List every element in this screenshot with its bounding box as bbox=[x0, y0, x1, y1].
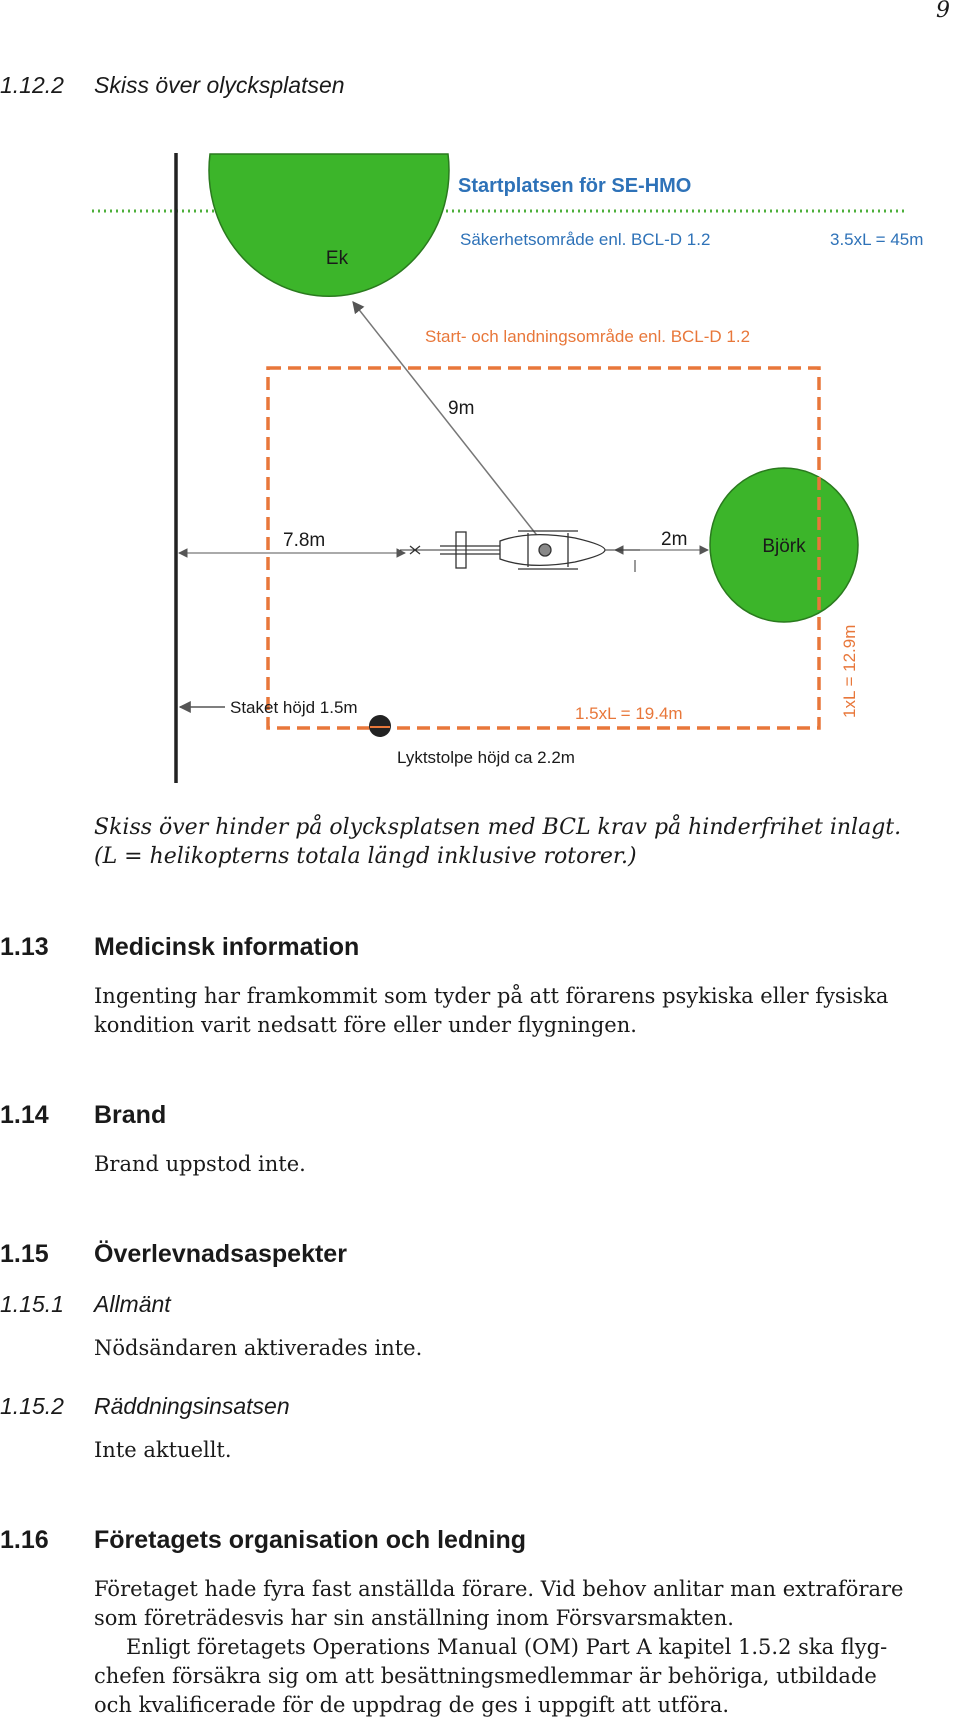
distance-2m-label: 2m bbox=[661, 529, 688, 550]
section-1-14-text: Brand uppstod inte. bbox=[94, 1152, 306, 1176]
text-line: och kvalificerade för de uppdrag de ges i uppgift att utföra. bbox=[94, 1693, 730, 1717]
section-number: 1.15.2 bbox=[0, 1393, 64, 1419]
caption-line: Skiss över hinder på olycksplatsen med BCL krav på hinderfrihet inlagt. bbox=[94, 815, 902, 840]
section-number: 1.15 bbox=[0, 1240, 49, 1268]
text-line: Ingenting har framkommit som tyder på att förarens psykiska eller fysiska bbox=[94, 984, 889, 1008]
section-number: 1.12.2 bbox=[0, 72, 64, 98]
oak-tree-icon bbox=[209, 154, 449, 296]
section-title: Räddningsinsatsen bbox=[94, 1393, 290, 1419]
section-1-16-text bbox=[94, 1575, 903, 1720]
text-line bbox=[94, 1633, 903, 1662]
landing-area-label: Start- och landningsområde enl. BCL-D 1.2 bbox=[425, 327, 751, 346]
page-number: 9 bbox=[936, 0, 950, 23]
helicopter-icon bbox=[400, 531, 640, 572]
heading-1-15-2 bbox=[0, 1393, 900, 1423]
heading-1-15-1 bbox=[0, 1291, 900, 1321]
height-label: 1xL = 12.9m bbox=[840, 624, 859, 718]
section-number: 1.15.1 bbox=[0, 1291, 64, 1317]
text-line: som företrädesvis har sin anställning inom Försvarsmakten. bbox=[94, 1606, 734, 1630]
text-line: kondition varit nedsatt före eller under flygningen. bbox=[94, 1013, 637, 1037]
section-title: Allmänt bbox=[94, 1291, 171, 1317]
heading-1-16 bbox=[0, 1526, 900, 1556]
safety-distance-label: 3.5xL = 45m bbox=[830, 230, 924, 249]
text-line-content: Enligt företagets Operations Manual (OM) Part A kapitel 1.5.2 ska flyg- bbox=[126, 1635, 888, 1659]
startplats-label: Startplatsen för SE-HMO bbox=[458, 175, 692, 197]
section-title: Skiss över olycksplatsen bbox=[94, 72, 345, 98]
section-1-15-2-text: Inte aktuellt. bbox=[94, 1438, 232, 1462]
accident-site-sketch bbox=[0, 0, 960, 800]
caption-line: (L = helikopterns totala längd inklusive rotorer.) bbox=[94, 844, 637, 869]
section-number: 1.13 bbox=[0, 933, 49, 961]
heading-1-14 bbox=[0, 1101, 900, 1131]
section-number: 1.16 bbox=[0, 1526, 49, 1554]
section-title: Brand bbox=[94, 1101, 167, 1129]
section-title: Medicinsk information bbox=[94, 933, 360, 961]
section-title: Företagets organisation och ledning bbox=[94, 1526, 526, 1554]
text-line: Företaget hade fyra fast anställda förare. Vid behov anlitar man extraförare bbox=[94, 1577, 904, 1601]
fence-label: Staket höjd 1.5m bbox=[230, 698, 358, 717]
safety-area-label: Säkerhetsområde enl. BCL-D 1.2 bbox=[460, 230, 711, 249]
lamppost-label: Lyktstolpe höjd ca 2.2m bbox=[397, 748, 575, 767]
heading-1-13 bbox=[0, 933, 900, 963]
distance-7-8m-label: 7.8m bbox=[283, 530, 326, 551]
section-number: 1.14 bbox=[0, 1101, 49, 1129]
section-1-15-1-text: Nödsändaren aktiverades inte. bbox=[94, 1336, 423, 1360]
section-title: Överlevnadsaspekter bbox=[94, 1240, 347, 1268]
figure-caption bbox=[94, 813, 901, 871]
section-1-13-text bbox=[94, 982, 888, 1040]
birch-label: Björk bbox=[762, 536, 806, 557]
width-label: 1.5xL = 19.4m bbox=[575, 704, 683, 723]
distance-9m-label: 9m bbox=[448, 398, 475, 419]
heading-1-15 bbox=[0, 1240, 900, 1270]
oak-label: Ek bbox=[325, 248, 349, 269]
text-line: chefen försäkra sig om att besättningsmedlemmar är behöriga, utbildade bbox=[94, 1664, 877, 1688]
